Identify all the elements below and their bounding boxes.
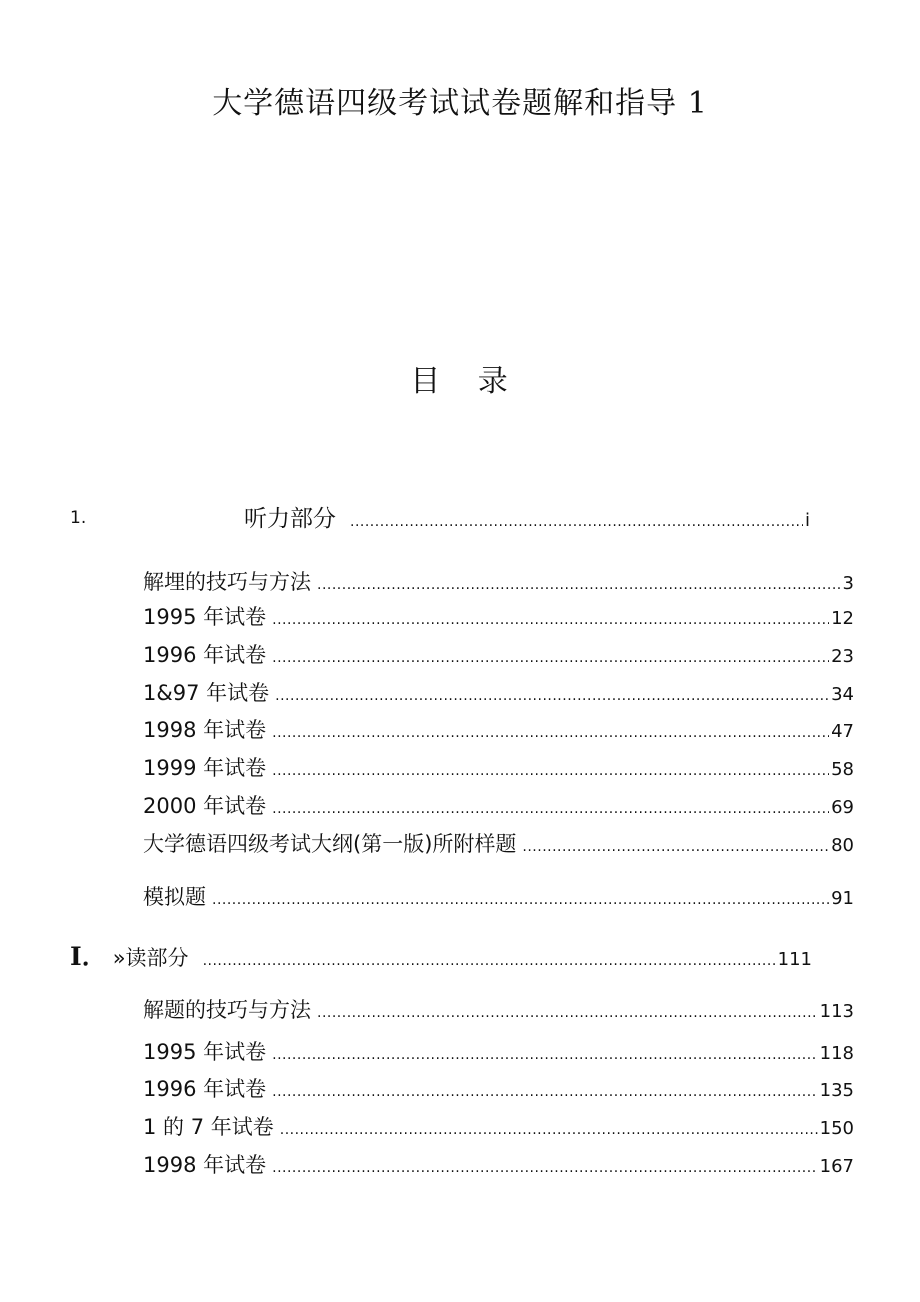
document-title: 大学德语四级考试试卷题解和指导 1 (212, 86, 708, 121)
dot-leader (272, 1084, 818, 1100)
page-number: 91 (831, 888, 854, 909)
entry-label: 1995 年试卷 (143, 605, 267, 629)
dot-leader (272, 1047, 818, 1063)
toc-entry[interactable] (143, 714, 854, 744)
entry-label: 1 的 7 年试卷 (143, 1115, 274, 1139)
entry-label: 模拟题 (143, 885, 206, 909)
toc-entry[interactable] (143, 881, 854, 911)
entry-label: 1996 年试卷 (143, 1077, 267, 1101)
page-number: 150 (819, 1118, 854, 1139)
page-number: 69 (831, 797, 854, 818)
toc-heading: 目 录 (410, 364, 522, 399)
entry-label: 1998 年试卷 (143, 1153, 267, 1177)
page-number: 111 (777, 949, 812, 970)
dot-leader (203, 953, 776, 969)
page-number: 167 (819, 1156, 854, 1177)
page-number: 12 (831, 608, 854, 629)
toc-entry[interactable] (143, 1149, 854, 1179)
entry-label: 1996 年试卷 (143, 643, 267, 667)
page-number: 135 (819, 1080, 854, 1101)
section-label: 听力部分 (244, 506, 336, 532)
entry-label: 2000 年试卷 (143, 794, 267, 818)
dot-leader (275, 688, 829, 704)
dot-leader (272, 650, 829, 666)
dot-leader (280, 1122, 818, 1138)
dot-leader (522, 839, 829, 855)
toc-entry[interactable] (143, 994, 854, 1024)
entry-label: 解题的技巧与方法 (143, 998, 311, 1022)
dot-leader (272, 725, 829, 741)
dot-leader (272, 612, 829, 628)
toc-entry[interactable] (143, 790, 854, 820)
toc-section-row[interactable] (244, 500, 810, 533)
dot-leader (317, 577, 841, 593)
toc-entry[interactable] (143, 1111, 854, 1141)
dot-leader (272, 801, 829, 817)
toc-entry[interactable] (143, 828, 854, 858)
page-number: 113 (819, 1001, 854, 1022)
entry-label: 1999 年试卷 (143, 756, 267, 780)
toc-entry[interactable] (143, 752, 854, 782)
section-number: 1. (70, 508, 87, 528)
section-number: I． (70, 942, 107, 971)
dot-leader (212, 892, 829, 908)
dot-leader (317, 1005, 818, 1021)
page-number: 80 (831, 835, 854, 856)
dot-leader (350, 514, 803, 530)
page-number: 34 (831, 684, 854, 705)
toc-entry[interactable] (143, 566, 854, 596)
toc-entry[interactable] (143, 639, 854, 669)
page-number: 58 (831, 759, 854, 780)
page-number: 47 (831, 721, 854, 742)
toc-entry[interactable] (143, 601, 854, 631)
entry-label: 1&97 年试卷 (143, 681, 270, 705)
section-label: »读部分 (112, 946, 189, 970)
page-number: 118 (819, 1043, 854, 1064)
entry-label: 1995 年试卷 (143, 1040, 267, 1064)
entry-label: 解埋的技巧与方法 (143, 570, 311, 594)
entry-label: 1998 年试卷 (143, 718, 267, 742)
page-number: 3 (842, 573, 854, 594)
page-number: 23 (831, 646, 854, 667)
toc-entry[interactable] (143, 1073, 854, 1103)
toc-section-row[interactable] (70, 937, 812, 973)
entry-label: 大学德语四级考试大纲(第一版)所附样题 (143, 832, 517, 856)
toc-entry[interactable] (143, 1036, 854, 1066)
dot-leader (272, 763, 829, 779)
toc-entry[interactable] (143, 677, 854, 707)
dot-leader (272, 1160, 818, 1176)
page-number: i (804, 510, 810, 531)
